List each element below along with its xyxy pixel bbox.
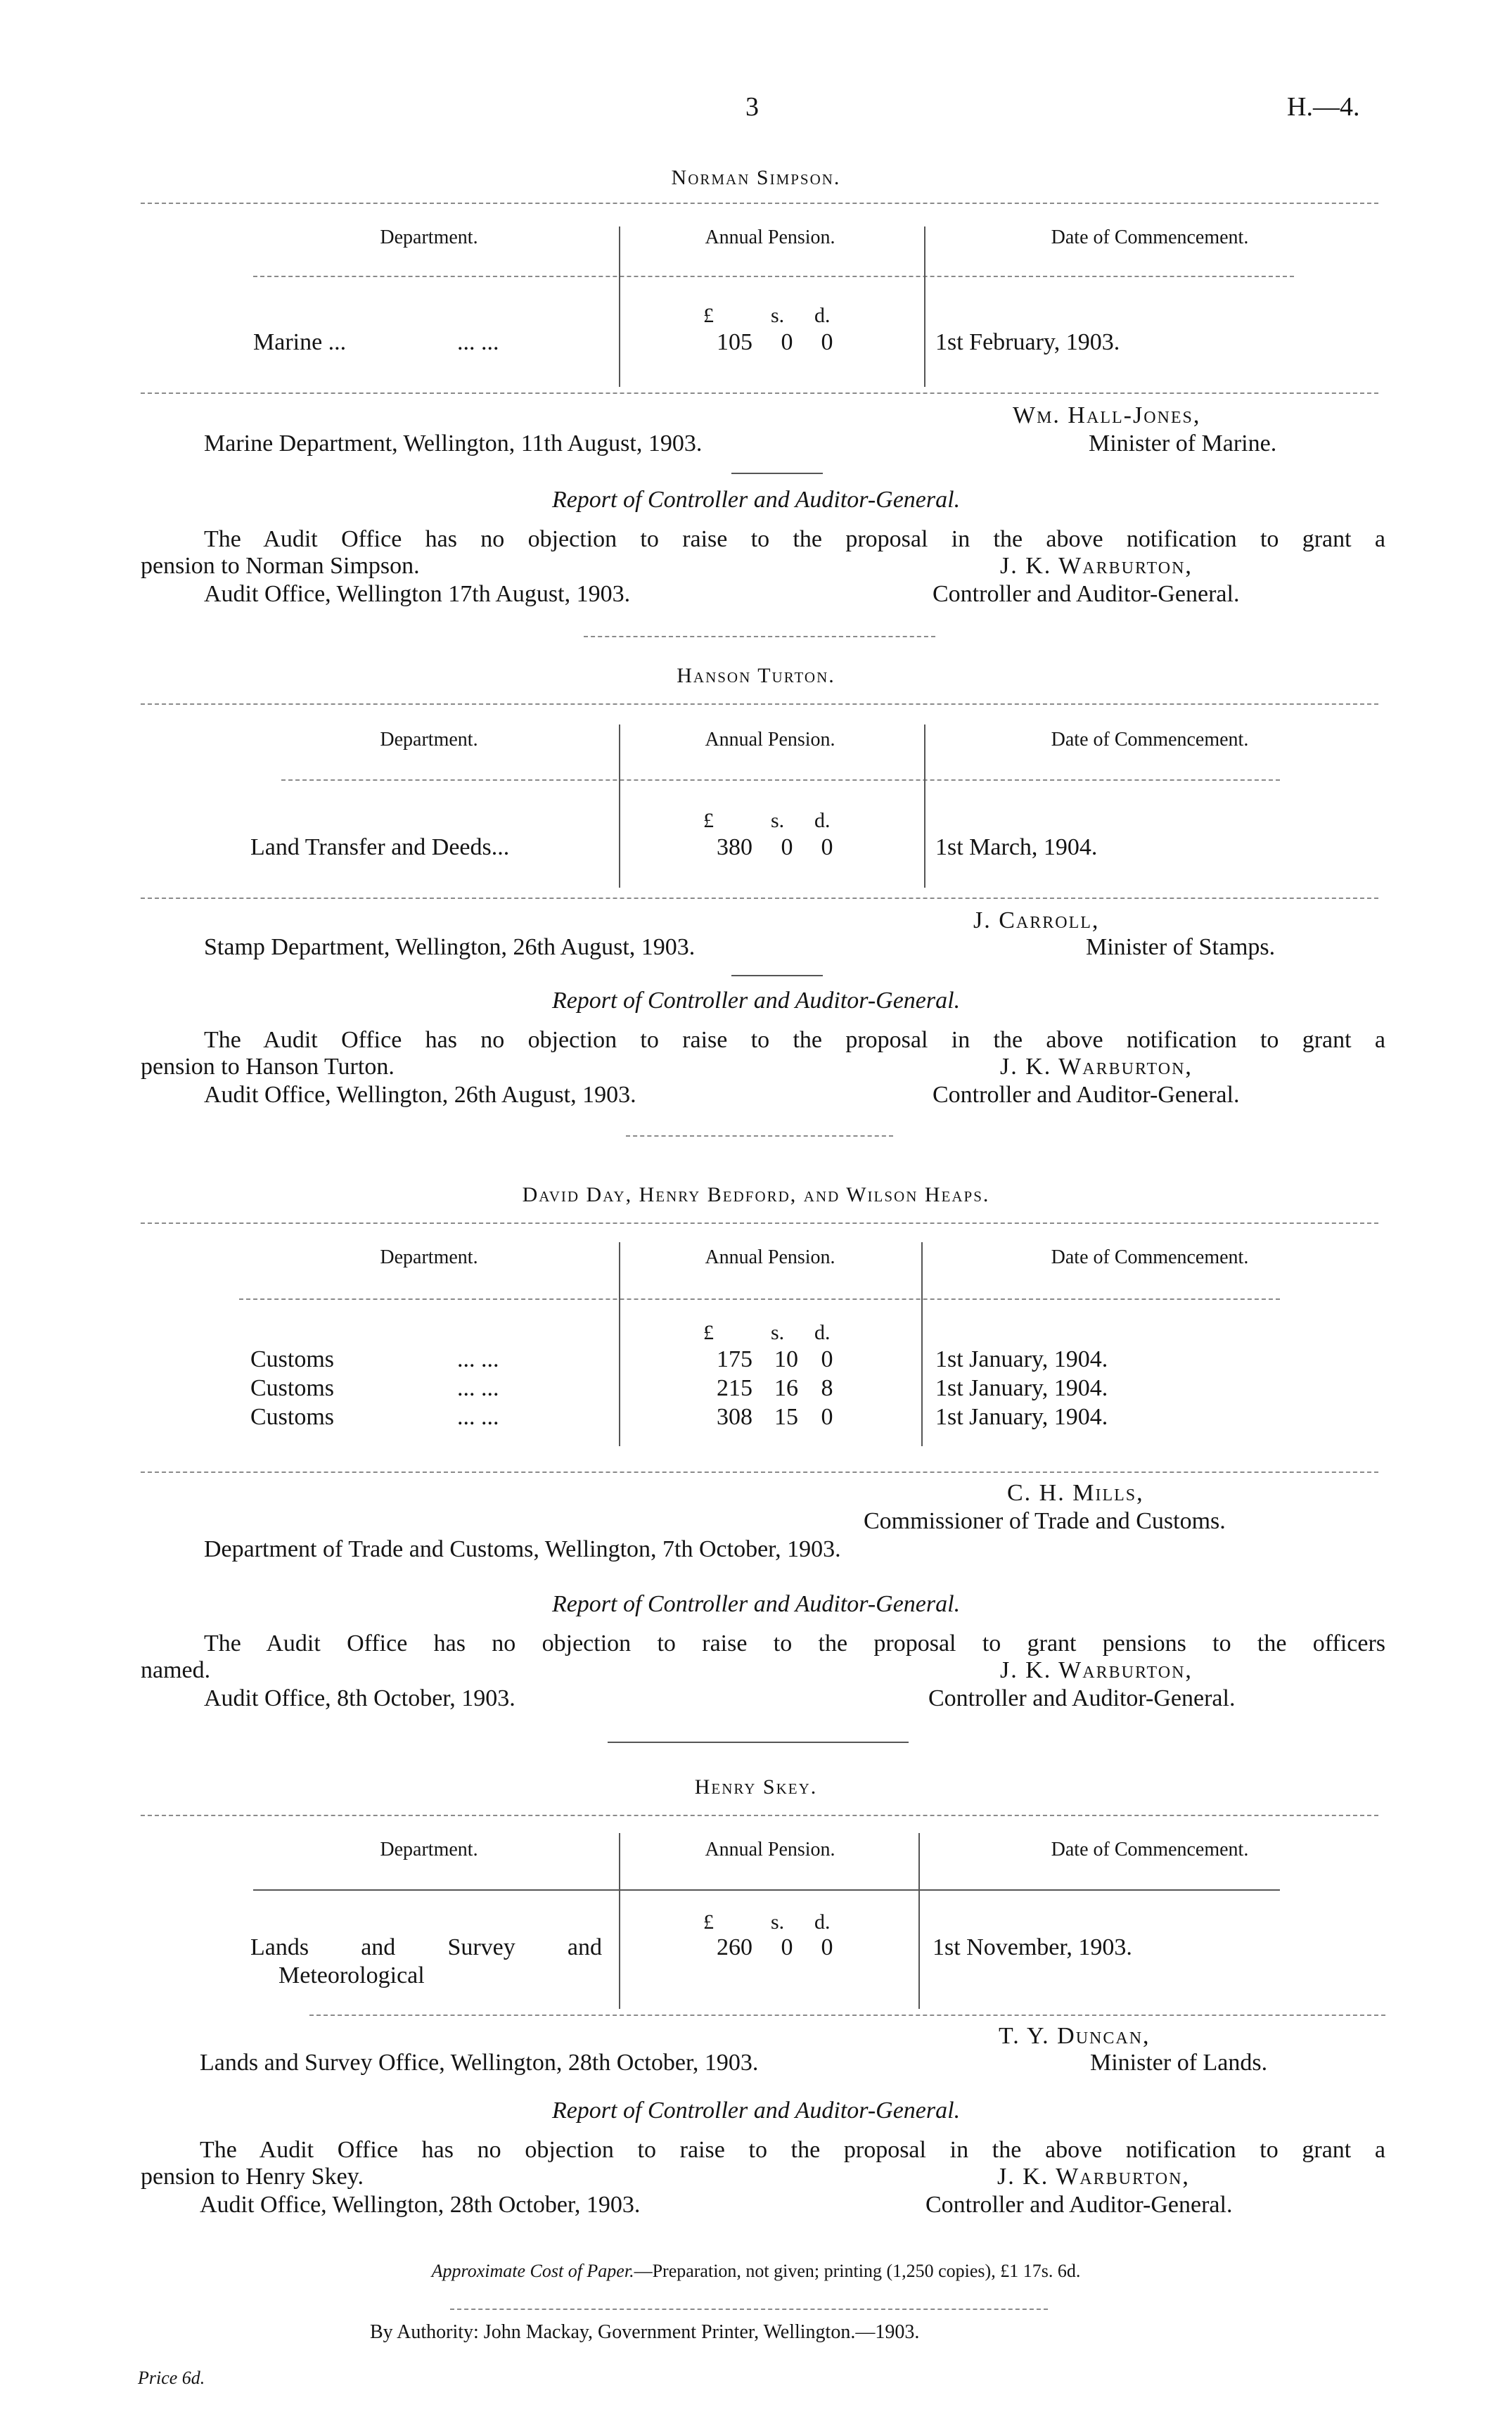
pence-cell: 0	[821, 1346, 833, 1372]
column-rule	[924, 226, 925, 387]
cost-label: Approximate Cost of Paper.	[431, 2261, 634, 2281]
column-header-commencement: Date of Commencement.	[1051, 729, 1249, 751]
section-separator	[584, 636, 935, 637]
report-text: The Audit Office has no objection to raise to the proposal in the above notification to grant a	[204, 1027, 1385, 1053]
shillings-unit: s.	[771, 809, 785, 832]
leader-dots: ... ...	[457, 1375, 499, 1401]
auditor-name: J. K. Warburton,	[1000, 553, 1193, 579]
pounds-cell: 260	[717, 1934, 752, 1960]
leader-dots: ... ...	[457, 1404, 499, 1430]
auditor-name: J. K. Warburton,	[1000, 1054, 1193, 1080]
report-title: Report of Controller and Auditor-General.	[551, 1591, 961, 1617]
department-dateline: Stamp Department, Wellington, 26th August, 1903.	[204, 934, 696, 960]
shillings-cell: 15	[774, 1404, 798, 1430]
report-text: The Audit Office has no objection to raise to the proposal in the above notification to grant a	[200, 2137, 1385, 2163]
document-code: H.—4.	[1287, 92, 1360, 122]
pounds-cell: 215	[717, 1375, 752, 1401]
section-separator	[626, 1135, 893, 1137]
pounds-cell: 175	[717, 1346, 752, 1372]
column-rule	[619, 1833, 620, 2009]
column-header-pension: Annual Pension.	[705, 729, 835, 751]
department-cell: Lands and Survey and	[250, 1934, 602, 1960]
cost-of-paper	[0, 2261, 1512, 2282]
divider	[141, 1222, 1378, 1224]
auditor-title: Controller and Auditor-General.	[928, 1685, 1236, 1711]
price: Price 6d.	[138, 2368, 205, 2388]
short-rule	[731, 473, 823, 474]
report-text: pension to Norman Simpson.	[141, 553, 420, 579]
divider	[141, 898, 1378, 899]
pence-unit: d.	[814, 304, 831, 327]
signatory-title: Minister of Stamps.	[1086, 934, 1276, 960]
pounds-cell: 308	[717, 1404, 752, 1430]
divider	[281, 779, 1280, 781]
auditor-title: Controller and Auditor-General.	[933, 1082, 1240, 1108]
cost-text: —Preparation, not given; printing (1,250 copies), £1 17s. 6d.	[634, 2261, 1081, 2281]
section-title: David Day, Henry Bedford, and Wilson Heaps.	[522, 1183, 990, 1206]
signatory-title: Minister of Marine.	[1089, 430, 1277, 457]
column-header-pension: Annual Pension.	[705, 1839, 835, 1860]
section-title: Henry Skey.	[694, 1775, 818, 1799]
short-rule	[731, 975, 823, 976]
report-title: Report of Controller and Auditor-General.	[551, 988, 961, 1014]
pounds-cell: 380	[717, 834, 752, 860]
column-header-department: Department.	[380, 226, 478, 248]
signatory-name: Wm. Hall-Jones,	[1013, 402, 1201, 428]
page-number: 3	[745, 92, 759, 122]
department-dateline: Marine Department, Wellington, 11th August, 1903.	[204, 430, 703, 457]
report-text: The Audit Office has no objection to raise to the proposal to grant pensions to the officers	[204, 1630, 1385, 1656]
divider	[141, 1471, 1378, 1473]
column-header-commencement: Date of Commencement.	[1051, 1246, 1249, 1268]
divider	[141, 203, 1378, 204]
pence-unit: d.	[814, 1321, 831, 1344]
department-dateline: Department of Trade and Customs, Wellington, 7th October, 1903.	[204, 1536, 841, 1562]
pounds-unit: £	[703, 304, 714, 327]
audit-dateline: Audit Office, Wellington, 28th October, 1903.	[200, 2192, 641, 2218]
footer-rule	[450, 2309, 1048, 2310]
signatory-name: C. H. Mills,	[1007, 1480, 1144, 1506]
audit-dateline: Audit Office, Wellington 17th August, 1903.	[204, 581, 631, 607]
column-rule	[924, 724, 925, 888]
shillings-unit: s.	[771, 304, 785, 327]
column-header-department: Department.	[380, 1246, 478, 1268]
pounds-unit: £	[703, 1910, 714, 1934]
column-header-department: Department.	[380, 1839, 478, 1860]
report-title: Report of Controller and Auditor-General.	[551, 487, 961, 513]
column-rule	[921, 1242, 923, 1446]
section-title: Norman Simpson.	[671, 166, 841, 189]
shillings-unit: s.	[771, 1321, 785, 1344]
column-header-commencement: Date of Commencement.	[1051, 1839, 1249, 1860]
column-rule	[619, 1242, 620, 1446]
pounds-unit: £	[703, 1321, 714, 1344]
report-text: The Audit Office has no objection to raise to the proposal in the above notification to grant a	[204, 526, 1385, 552]
column-header-pension: Annual Pension.	[705, 226, 835, 248]
signatory-title: Minister of Lands.	[1090, 2050, 1268, 2076]
department-cell: Customs	[250, 1404, 335, 1430]
printer-authority: By Authority: John Mackay, Government Printer, Wellington.—1903.	[370, 2321, 920, 2343]
pounds-cell: 105	[717, 329, 752, 355]
date-cell: 1st January, 1904.	[935, 1404, 1108, 1430]
department-cell: Customs	[250, 1375, 335, 1401]
divider	[141, 392, 1378, 394]
divider	[141, 703, 1378, 705]
department-dateline: Lands and Survey Office, Wellington, 28th October, 1903.	[200, 2050, 759, 2076]
department-cell-continued: Meteorological	[278, 1962, 425, 1988]
divider	[309, 2015, 1385, 2016]
audit-dateline: Audit Office, Wellington, 26th August, 1903.	[204, 1082, 636, 1108]
date-cell: 1st March, 1904.	[935, 834, 1098, 860]
column-rule	[619, 226, 620, 387]
pence-cell: 0	[821, 329, 833, 355]
section-separator	[608, 1742, 909, 1743]
auditor-name: J. K. Warburton,	[1000, 1657, 1193, 1683]
pence-cell: 0	[821, 1934, 833, 1960]
auditor-name: J. K. Warburton,	[997, 2164, 1190, 2190]
shillings-cell: 0	[781, 834, 793, 860]
column-rule	[918, 1833, 920, 2009]
shillings-cell: 16	[774, 1375, 798, 1401]
shillings-cell: 0	[781, 1934, 793, 1960]
auditor-title: Controller and Auditor-General.	[933, 581, 1240, 607]
report-text: named.	[141, 1657, 211, 1683]
signatory-title: Commissioner of Trade and Customs.	[864, 1508, 1226, 1534]
divider	[253, 1889, 1280, 1891]
column-header-pension: Annual Pension.	[705, 1246, 835, 1268]
column-header-department: Department.	[380, 729, 478, 751]
divider	[141, 1815, 1378, 1816]
department-cell: Marine ...	[253, 329, 347, 355]
shillings-cell: 0	[781, 329, 793, 355]
report-text: pension to Henry Skey.	[141, 2164, 364, 2190]
pence-unit: d.	[814, 1910, 831, 1934]
pence-cell: 0	[821, 1404, 833, 1430]
pence-cell: 8	[821, 1375, 833, 1401]
shillings-unit: s.	[771, 1910, 785, 1934]
report-text: pension to Hanson Turton.	[141, 1054, 395, 1080]
leader-dots: ... ...	[457, 1346, 499, 1372]
department-cell: Land Transfer and Deeds...	[250, 834, 510, 860]
date-cell: 1st January, 1904.	[935, 1375, 1108, 1401]
department-cell: Customs	[250, 1346, 335, 1372]
divider	[239, 1298, 1280, 1300]
signatory-name: J. Carroll,	[973, 907, 1100, 933]
pence-cell: 0	[821, 834, 833, 860]
auditor-title: Controller and Auditor-General.	[925, 2192, 1233, 2218]
audit-dateline: Audit Office, 8th October, 1903.	[204, 1685, 515, 1711]
pounds-unit: £	[703, 809, 714, 832]
date-cell: 1st November, 1903.	[933, 1934, 1132, 1960]
shillings-cell: 10	[774, 1346, 798, 1372]
column-rule	[619, 724, 620, 888]
section-title: Hanson Turton.	[677, 664, 835, 687]
date-cell: 1st February, 1903.	[935, 329, 1120, 355]
leader-dots: ... ...	[457, 329, 499, 355]
column-header-commencement: Date of Commencement.	[1051, 226, 1249, 248]
report-title: Report of Controller and Auditor-General.	[551, 2098, 961, 2124]
divider	[253, 276, 1294, 277]
date-cell: 1st January, 1904.	[935, 1346, 1108, 1372]
pence-unit: d.	[814, 809, 831, 832]
signatory-name: T. Y. Duncan,	[999, 2023, 1151, 2049]
